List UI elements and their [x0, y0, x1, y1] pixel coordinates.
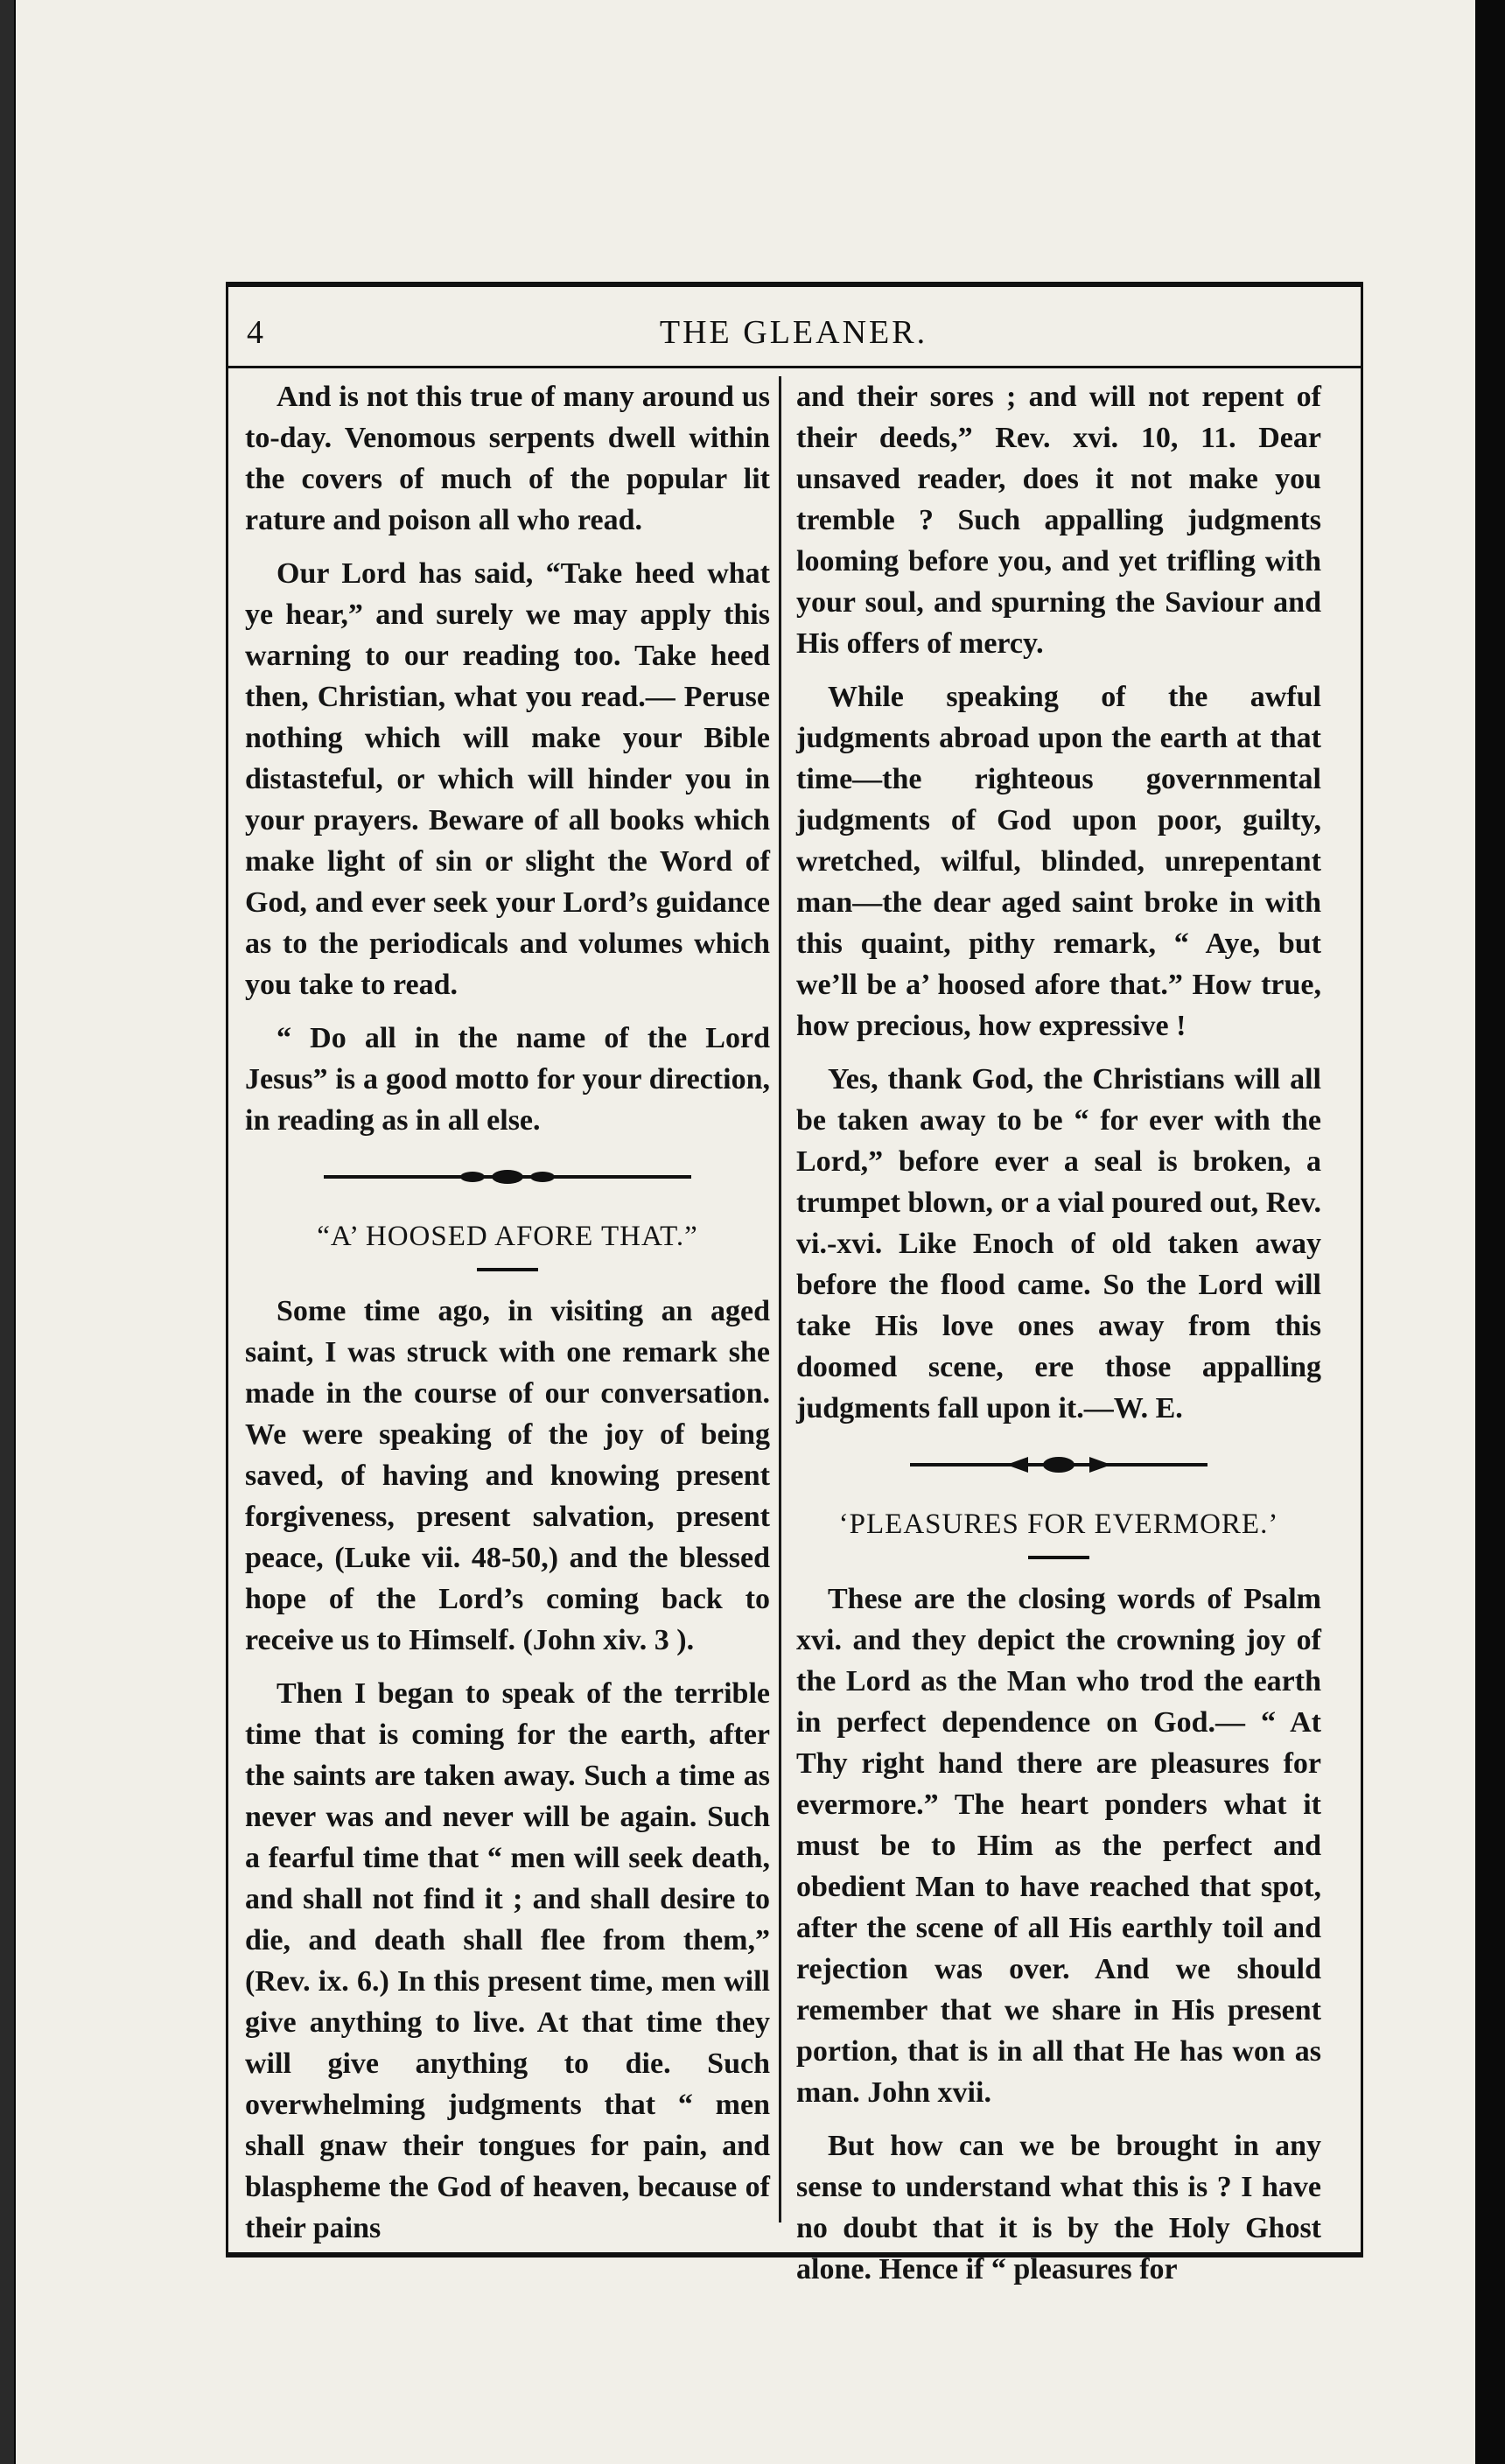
page-shadow	[1475, 0, 1505, 2464]
page-number: 4	[247, 314, 263, 351]
scanner-edge	[0, 0, 14, 2464]
paragraph: While speaking of the awful judgments abroad upon the earth at that time—the righteous governmental judgments of God upon poor, guilty, wretched, wilful, blinded, unrepentant man—the dear aged saint broke in with this quaint, pithy remark, “ Aye, but we’ll be a’ hoosed afore that.” How true, how precious, how expressive !	[796, 681, 1321, 1042]
paragraph: Our Lord has said, “Take heed what ye hear,” and surely we may apply this warning to our reading too. Take heed then, Christian, what you read.— Peruse nothing which will make your Bible distasteful, or which will hinder you in your prayers. Beware of all books which make light of sin or slight the Word of God, and ever seek your Lord’s guidance as to the periodicals and volumes which you take to read.	[245, 557, 770, 1001]
paragraph: Some time ago, in visiting an aged saint, I was struck with one remark she made in the course of our conversation. We were speaking of the joy of being saved, of having and knowing present forgiveness, present salvation, present peace, (Luke vii. 48-50,) and the blessed hope of the Lord’s coming back to receive us to Himself. (John xiv. 3 ).	[245, 1295, 770, 1656]
ornament-divider	[324, 1164, 691, 1190]
article-headline: ‘PLEASURES FOR EVERMORE.’	[838, 1508, 1279, 1540]
page-header	[229, 308, 1358, 360]
top-rule	[226, 282, 1363, 287]
headline-rule	[477, 1268, 538, 1271]
right-frame-rule	[1361, 282, 1363, 2256]
running-title: THE GLEANER.	[659, 314, 928, 351]
paragraph: “ Do all in the name of the Lord Jesus” is a good motto for your direction, in reading as in all else.	[245, 1022, 770, 1137]
header-rule	[226, 366, 1363, 368]
paragraph: Yes, thank God, the Christians will all be taken away to be “ for ever with the Lord,” before ever a seal is broken, a trumpet blown, or a vial poured out, Rev. vi.-xvi. Like Enoch of old taken away before the flood came. So the Lord will take His love ones away from this doomed scene, ere those appalling judgments fall upon it.—W. E.	[796, 1063, 1321, 1424]
left-column	[245, 376, 770, 2261]
article-headline: “A’ HOOSED AFORE THAT.”	[317, 1221, 698, 1252]
paragraph: And is not this true of many around us to-day. Venomous serpents dwell within the covers of much of the popular lit rature and poison all who read.	[245, 381, 770, 536]
ornament-divider	[875, 1452, 1242, 1478]
column-divider	[779, 376, 781, 2222]
paragraph: and their sores ; and will not repent of their deeds,” Rev. xvi. 10, 11. Dear unsaved reader, does it not make you tremble ? Such appalling judgments looming before you, and yet trifling with your soul, and spurning the Saviour and His offers of mercy.	[796, 381, 1321, 660]
left-frame-rule	[226, 282, 228, 2256]
right-column	[796, 376, 1321, 2302]
paragraph: These are the closing words of Psalm xvi. and they depict the crowning joy of the Lord as the Man who trod the earth in perfect dependence on God.— “ At Thy right hand there are pleasures for evermore.” The heart ponders what it must be to Him as the perfect and obedient Man to have reached that spot, after the scene of all His earthly toil and rejection was over. And we should remember that we share in His present portion, that is in all that He has won as man. John xvii.	[796, 1583, 1321, 2109]
paragraph: But how can we be brought in any sense to understand what this is ? I have no doubt that it is by the Holy Ghost alone. Hence if “ pleasures for	[796, 2130, 1321, 2286]
paragraph: Then I began to speak of the terrible time that is coming for the earth, after the saints are taken away. Such a time as never was and never will be again. Such a fearful time that “ men will seek death, and shall not find it ; and shall desire to die, and death shall flee from them,” (Rev. ix. 6.) In this present time, men will give anything to live. At that time they will give anything to die. Such overwhelming judgments that “ men shall gnaw their tongues for pain, and blaspheme the God of heaven, because of their pains	[245, 1677, 770, 2244]
headline-rule	[1028, 1556, 1089, 1559]
